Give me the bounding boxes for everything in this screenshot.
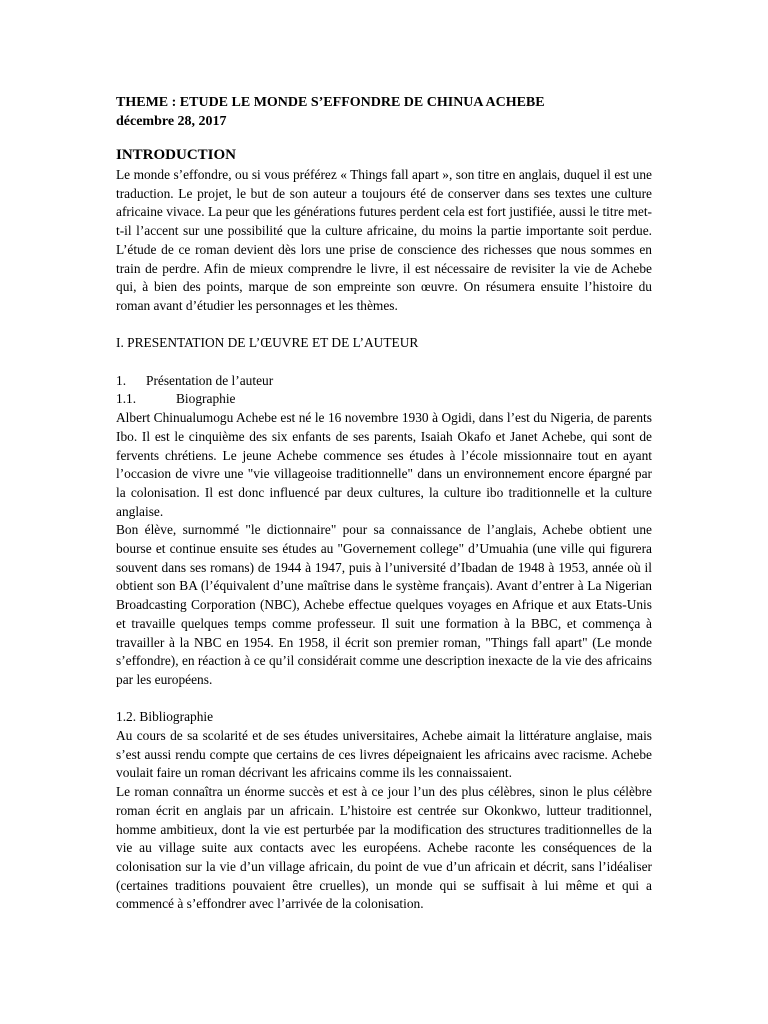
subsection-biography [116, 390, 652, 409]
subsection-author-presentation [116, 372, 652, 391]
document-page [116, 93, 652, 914]
biography-paragraph: Albert Chinualumogu Achebe est né le 16 novembre 1930 à Ogidi, dans l’est du Nigeria, de parents Ibo. Il est le cinquième des six enfants de ses parents, Isaiah Okafo et Janet Achebe, qui sont de fervents chrétiens. Le jeune Achebe commence ses études à l’école missionnaire tout en ayant l’occasion de vivre une "vie villageoise traditionnelle" dans un environnement encore épargné par la colonisation. Il est donc influencé par deux cultures, la culture ibo traditionnelle et la culture anglaise. [116, 410, 652, 519]
document-title: THEME : ETUDE LE MONDE S’EFFONDRE DE CHINUA ACHEBE [116, 95, 545, 110]
introduction-paragraph: Le monde s’effondre, ou si vous préférez « Things fall apart », son titre en anglais, duquel il est une traduction. Le projet, le but de son auteur a toujours été de conserver dans ses textes une culture africaine vivace. La peur que les générations futures perdent cela est fort justifiée, aussi le titre met-t-il l’accent sur une possibilité que la culture africaine, du moins la partie importante soit perdue. L’étude de ce roman devient dès lors une prise de conscience des richesses que nous sommes en train de perdre. Afin de mieux comprendre le livre, il est nécessaire de revisiter la vie de Achebe qui, à bien des points, marque de son empreinte son œuvre. On résumera ensuite l’histoire du roman avant d’étudier les personnages et les thèmes. [116, 167, 652, 313]
biography-paragraph: Bon élève, surnommé "le dictionnaire" pour sa connaissance de l’anglais, Achebe obtient une bourse et continue ensuite ses études au "Governement college" d’Umuahia (une ville qui figurera souvent dans ses romans) de 1944 à 1947, puis à l’université d’Ibadan de 1948 à 1953, année où il obtient son BA (l’équivalent d’une maîtrise dans le système français). Avant d’entrer à La Nigerian Broadcasting Corporation (NBC), Achebe effectue quelques voyages en Afrique et aux Etats-Unis et travaille quelques temps comme professeur. Il suit une formation à la BBC, et commença à travailler à la NBC en 1954. En 1958, il écrit son premier roman, "Things fall apart" (Le monde s’effondre), en réaction à ce qu’il considérait comme une description inexacte de la vie des africains par les européens. [116, 522, 652, 687]
subsection-label: Présentation de l’auteur [146, 372, 274, 388]
spacer [116, 353, 652, 372]
subsection-number: 1. [116, 372, 127, 388]
bibliography-paragraph: Au cours de sa scolarité et de ses études universitaires, Achebe aimait la littérature anglaise, mais s’est aussi rendu compte que certains de ces livres dépeignaient les africains avec racisme. Achebe voulait faire un roman décrivant les africains comme ils les connaissaient. [116, 728, 652, 781]
subsection-label: Biographie [176, 391, 236, 407]
section-heading-presentation: I. PRESENTATION DE L’ŒUVRE ET DE L’AUTEUR [116, 335, 419, 351]
bibliography-paragraph: Le roman connaîtra un énorme succès et est à ce jour l’un des plus célèbres, sinon le plus célèbre roman écrit en anglais par un africain. L’histoire est centrée sur Okonkwo, lutteur traditionnel, homme ambitieux, dont la vie est perturbée par la modification des structures traditionnelles de la vie au village suite aux contacts avec les européens. Achebe raconte les conséquences de la colonisation sur la vie d’un village africain, du point de vue d’un africain et décrit, sans l’idéaliser (certaines traditions pouvaient être cruelles), un monde qui se suffisait à lui même et qui a commencé à s’effondrer avec l’arrivée de la colonisation. [116, 784, 652, 912]
introduction-heading: INTRODUCTION [116, 147, 237, 163]
spacer [116, 690, 652, 709]
document-date: décembre 28, 2017 [116, 114, 227, 129]
subsection-bibliography-heading: 1.2. Bibliographie [116, 709, 214, 725]
subsection-number: 1.1. [116, 391, 137, 407]
spacer [116, 316, 652, 335]
